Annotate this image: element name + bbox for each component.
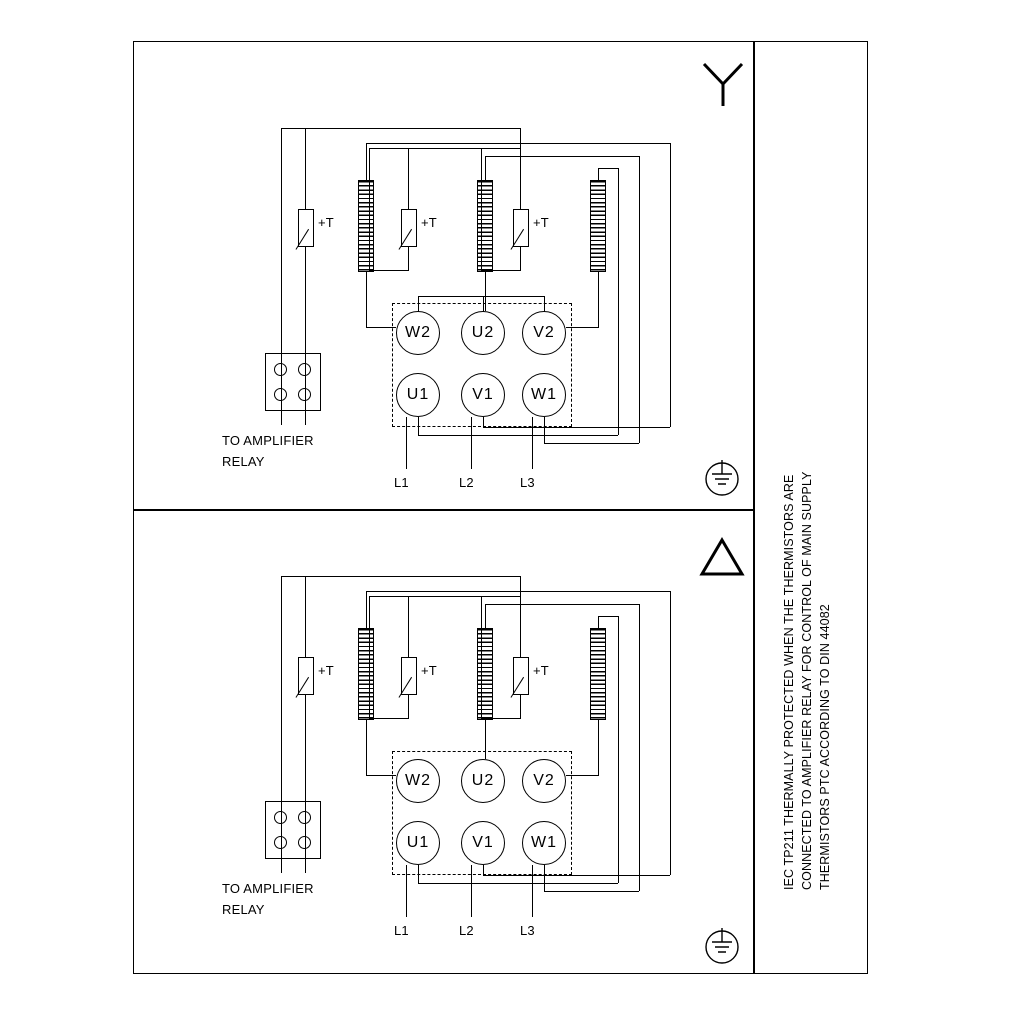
coil-wire xyxy=(566,775,599,776)
supply-wire-l2 xyxy=(471,417,472,469)
coil-wire xyxy=(485,272,486,311)
terminal-v1: V1 xyxy=(461,821,505,865)
terminal-w2: W2 xyxy=(396,311,440,355)
phase-return-wire xyxy=(670,143,671,427)
ptc-wire xyxy=(305,128,306,210)
terminal-v2: V2 xyxy=(522,759,566,803)
winding-coil-1 xyxy=(358,180,374,272)
ptc-wire xyxy=(520,246,521,270)
terminal-v2: V2 xyxy=(522,311,566,355)
wye-symbol xyxy=(700,60,746,110)
ptc-wire xyxy=(481,718,521,719)
delta-bridge xyxy=(485,604,486,630)
panel-divider xyxy=(133,509,753,511)
phase-return-wire xyxy=(598,168,619,169)
coil-wire xyxy=(366,775,396,776)
amplifier-relay-label-line2: RELAY xyxy=(222,454,265,469)
winding-coil-2 xyxy=(477,180,493,272)
ptc-thermistor-3-label: +T xyxy=(533,663,549,678)
ptc-wire xyxy=(520,694,521,718)
delta-bridge xyxy=(418,883,618,884)
terminal-v1: V1 xyxy=(461,373,505,417)
note-column-divider xyxy=(753,41,755,974)
terminal-wire xyxy=(305,859,306,873)
ptc-wire xyxy=(481,270,521,271)
delta-bridge xyxy=(639,604,640,891)
ptc-wire xyxy=(305,694,306,806)
ptc-wire xyxy=(369,148,370,270)
ptc-thermistor-2-label: +T xyxy=(421,663,437,678)
star-bridge-stub xyxy=(483,296,484,312)
terminal-u1: U1 xyxy=(396,821,440,865)
ptc-wire xyxy=(281,576,282,806)
phase-return-wire xyxy=(483,417,484,427)
terminal-w1: W1 xyxy=(522,373,566,417)
delta-bridge xyxy=(544,865,545,891)
delta-bridge xyxy=(483,865,484,875)
supply-label-l2: L2 xyxy=(459,475,474,490)
note-line-3: THERMISTORS PTC ACCORDING TO DIN 44082 xyxy=(818,604,832,890)
supply-wire-l3 xyxy=(532,865,533,917)
delta-bridge xyxy=(598,616,599,630)
supply-wire-l3 xyxy=(532,417,533,469)
terminal-u1: U1 xyxy=(396,373,440,417)
star-bridge-stub xyxy=(544,296,545,312)
phase-return-wire xyxy=(598,168,599,182)
earth-symbol xyxy=(700,926,744,968)
phase-return-wire xyxy=(366,143,367,181)
terminal-wire xyxy=(305,411,306,425)
ptc-wire xyxy=(520,576,521,658)
coil-wire xyxy=(366,272,367,327)
coil-wire xyxy=(598,720,599,775)
delta-bridge xyxy=(598,616,619,617)
delta-bridge xyxy=(544,891,639,892)
terminal-u2: U2 xyxy=(461,311,505,355)
phase-return-wire xyxy=(366,143,671,144)
supply-wire-l2 xyxy=(471,865,472,917)
delta-bridge xyxy=(418,865,419,883)
phase-return-wire xyxy=(544,443,639,444)
phase-return-wire xyxy=(483,427,670,428)
earth-symbol xyxy=(700,458,744,500)
supply-label-l3: L3 xyxy=(520,475,535,490)
supply-label-l1: L1 xyxy=(394,475,409,490)
amplifier-relay-label-line1: TO AMPLIFIER xyxy=(222,433,314,448)
supply-wire-l1 xyxy=(406,865,407,917)
ptc-wire xyxy=(408,148,409,210)
ptc-thermistor-3-label: +T xyxy=(533,215,549,230)
phase-return-wire xyxy=(639,156,640,443)
coil-wire xyxy=(485,720,486,759)
ptc-thermistor-1-label: +T xyxy=(318,215,334,230)
ptc-wire xyxy=(305,246,306,358)
supply-label-l3: L3 xyxy=(520,923,535,938)
coil-wire xyxy=(366,327,396,328)
coil-wire xyxy=(566,327,599,328)
delta-bridge xyxy=(483,875,670,876)
winding-coil-3 xyxy=(590,180,606,272)
ptc-wire xyxy=(481,596,482,718)
ptc-wire xyxy=(481,148,482,270)
coil-wire xyxy=(598,272,599,327)
delta-bridge xyxy=(485,604,640,605)
ptc-wire xyxy=(305,576,306,658)
supply-wire-l1 xyxy=(406,417,407,469)
ptc-wire xyxy=(369,270,409,271)
delta-symbol xyxy=(698,536,746,578)
delta-bridge xyxy=(366,591,367,629)
terminal-wire xyxy=(281,411,282,425)
winding-coil-2 xyxy=(477,628,493,720)
ptc-wire xyxy=(408,694,409,718)
ptc-thermistor-1-label: +T xyxy=(318,663,334,678)
note-line-1: IEC TP211 THERMALLY PROTECTED WHEN THE THERMISTORS ARE xyxy=(782,474,796,890)
ptc-wire xyxy=(369,718,409,719)
terminal-wire xyxy=(305,353,306,411)
ptc-wire xyxy=(281,128,282,358)
terminal-block xyxy=(265,801,321,859)
terminal-block xyxy=(265,353,321,411)
terminal-wire xyxy=(281,353,282,411)
coil-wire xyxy=(366,720,367,775)
ptc-wire xyxy=(520,128,521,210)
amplifier-relay-label-line1: TO AMPLIFIER xyxy=(222,881,314,896)
phase-return-wire xyxy=(418,417,419,435)
ptc-thermistor-2-label: +T xyxy=(421,215,437,230)
ptc-wire xyxy=(369,148,521,149)
delta-bridge xyxy=(670,591,671,875)
winding-coil-1 xyxy=(358,628,374,720)
terminal-wire xyxy=(281,801,282,859)
ptc-wire xyxy=(408,596,409,658)
terminal-w2: W2 xyxy=(396,759,440,803)
phase-return-wire xyxy=(618,168,619,435)
terminal-w1: W1 xyxy=(522,821,566,865)
phase-return-wire xyxy=(485,156,640,157)
winding-coil-3 xyxy=(590,628,606,720)
terminal-wire xyxy=(281,859,282,873)
ptc-wire xyxy=(369,596,370,718)
supply-label-l1: L1 xyxy=(394,923,409,938)
delta-bridge xyxy=(618,616,619,883)
phase-return-wire xyxy=(544,417,545,443)
phase-return-wire xyxy=(418,435,618,436)
phase-return-wire xyxy=(485,156,486,182)
note-line-2: CONNECTED TO AMPLIFIER RELAY FOR CONTROL OF MAIN SUPPLY xyxy=(800,471,814,890)
ptc-wire xyxy=(408,246,409,270)
terminal-wire xyxy=(305,801,306,859)
amplifier-relay-label-line2: RELAY xyxy=(222,902,265,917)
star-bridge-stub xyxy=(418,296,419,312)
star-bridge xyxy=(418,296,544,297)
ptc-wire xyxy=(369,596,521,597)
ptc-wire xyxy=(281,128,520,129)
delta-bridge xyxy=(366,591,671,592)
ptc-wire xyxy=(281,576,520,577)
terminal-u2: U2 xyxy=(461,759,505,803)
supply-label-l2: L2 xyxy=(459,923,474,938)
